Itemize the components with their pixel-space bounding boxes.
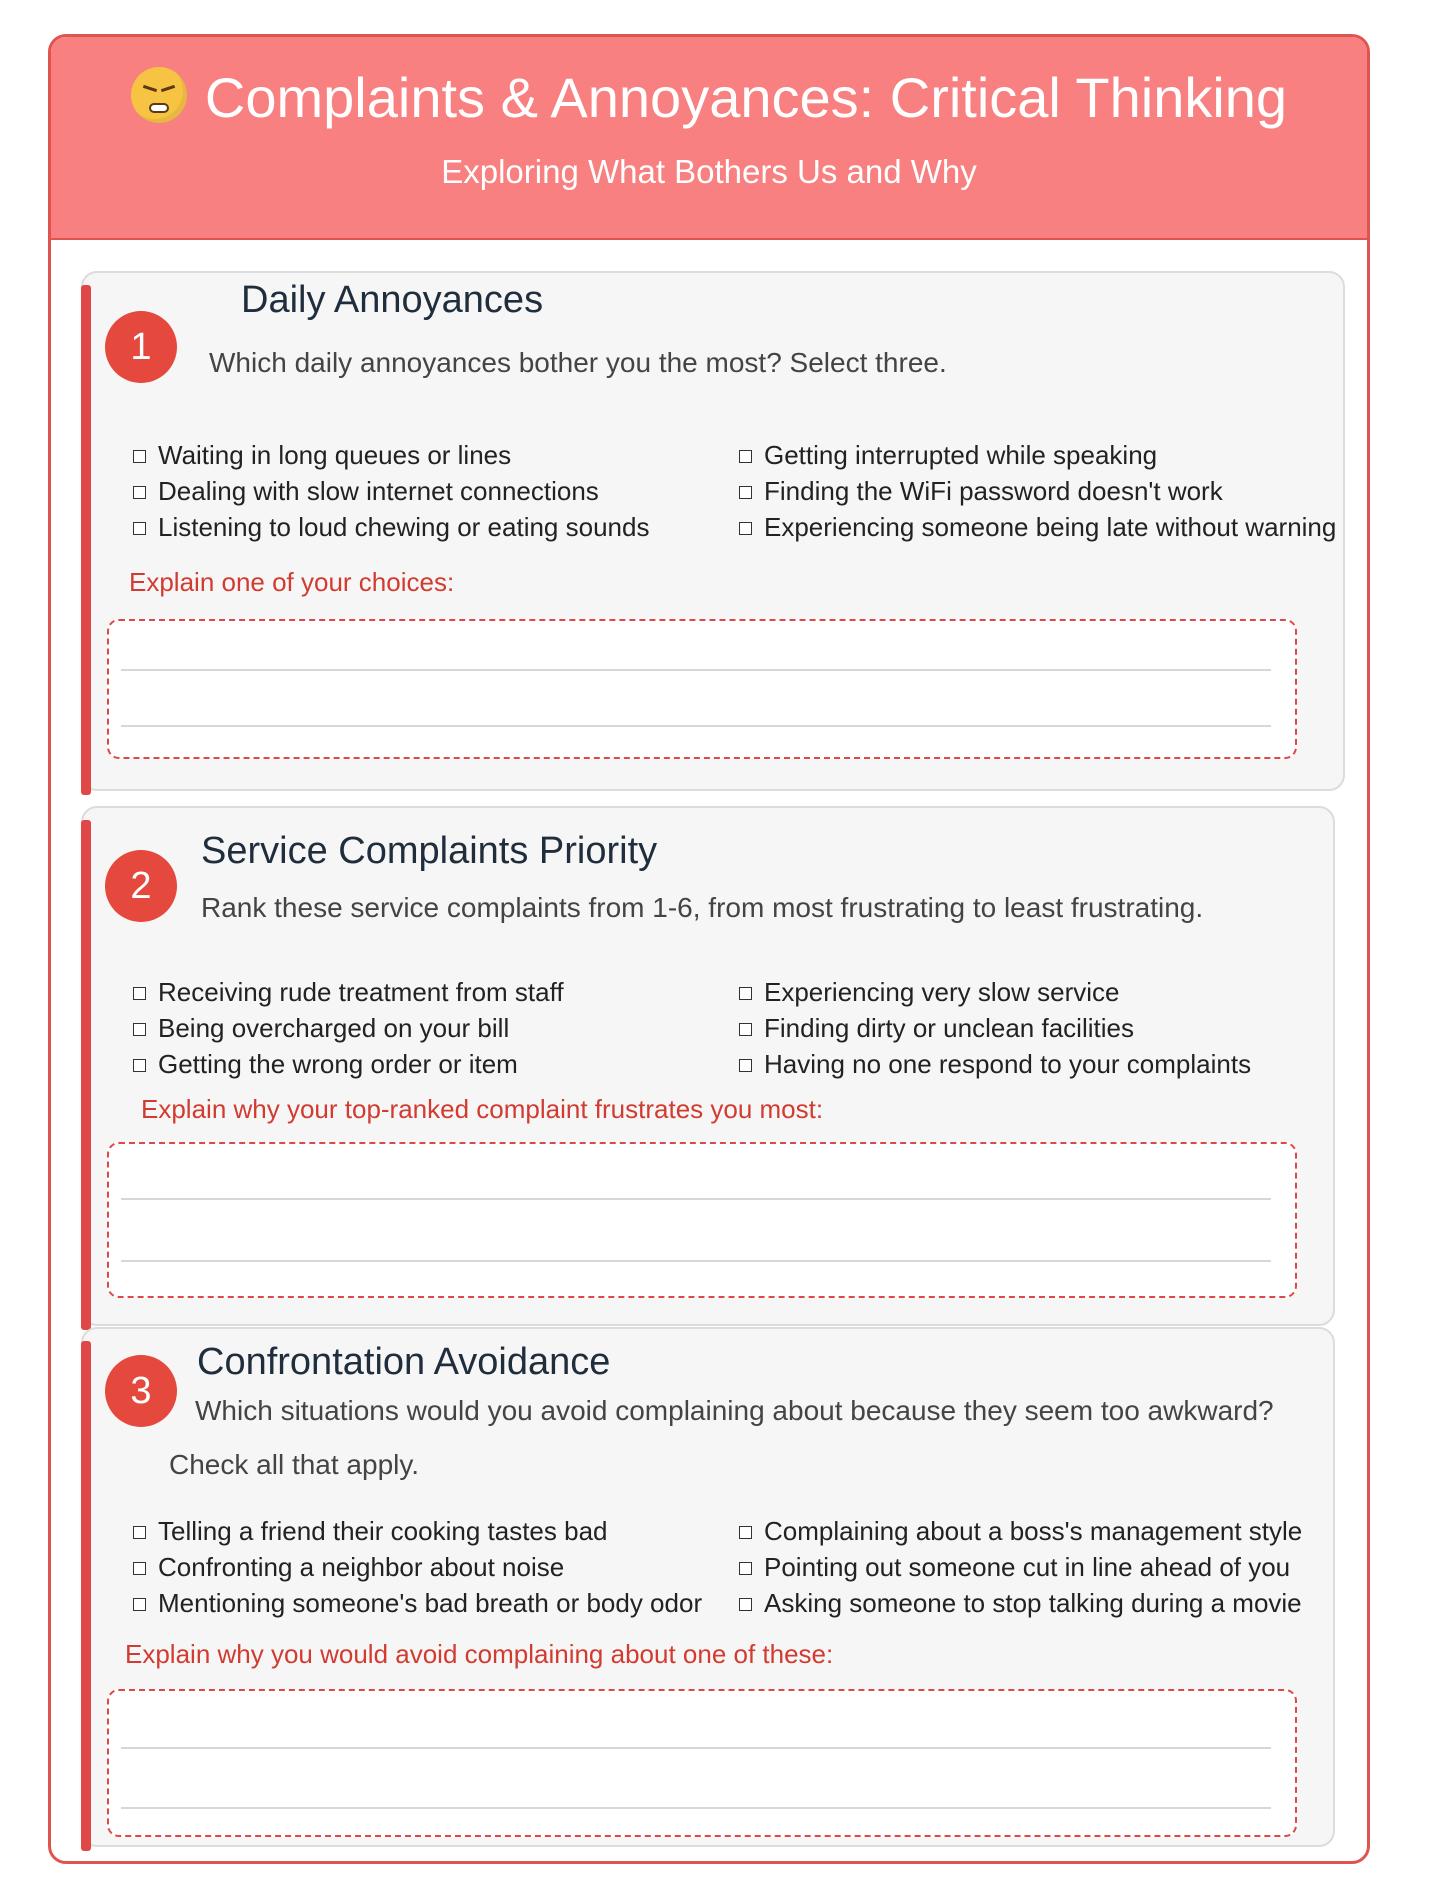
answer-box[interactable] <box>107 1142 1297 1298</box>
section-accent-bar <box>81 1341 91 1851</box>
checkbox[interactable] <box>739 1598 752 1611</box>
option-checkbox[interactable]: Listening to loud chewing or eating sounds <box>133 509 649 545</box>
checkbox[interactable] <box>133 450 146 463</box>
option-checkbox[interactable]: Confronting a neighbor about noise <box>133 1549 702 1585</box>
checkbox[interactable] <box>739 486 752 499</box>
explain-prompt: Explain one of your choices: <box>129 567 455 597</box>
checkbox[interactable] <box>133 1598 146 1611</box>
option-checkbox[interactable]: Finding the WiFi password doesn't work <box>739 473 1336 509</box>
explain-prompt: Explain why you would avoid complaining about one of these: <box>125 1639 834 1669</box>
option-checkbox[interactable]: Being overcharged on your bill <box>133 1010 564 1046</box>
answer-box[interactable] <box>107 619 1297 759</box>
options-right <box>739 1513 1302 1621</box>
checkbox[interactable] <box>739 1059 752 1072</box>
section-title: Confrontation Avoidance <box>197 1341 611 1383</box>
option-checkbox[interactable]: Waiting in long queues or lines <box>133 437 649 473</box>
option-checkbox[interactable]: Mentioning someone's bad breath or body odor <box>133 1585 702 1621</box>
option-checkbox[interactable]: Complaining about a boss's management style <box>739 1513 1302 1549</box>
checkbox[interactable] <box>739 987 752 1000</box>
checkbox[interactable] <box>133 1562 146 1575</box>
section-question-note: Check all that apply. <box>169 1449 420 1480</box>
checkbox[interactable] <box>133 1526 146 1539</box>
option-checkbox[interactable]: Dealing with slow internet connections <box>133 473 649 509</box>
explain-prompt: Explain why your top-ranked complaint frustrates you most: <box>141 1094 824 1124</box>
checkbox[interactable] <box>133 1059 146 1072</box>
section-confrontation-avoidance <box>81 1327 1335 1847</box>
option-checkbox[interactable]: Experiencing very slow service <box>739 974 1251 1010</box>
section-number-badge: 3 <box>105 1355 177 1427</box>
option-checkbox[interactable]: Getting the wrong order or item <box>133 1046 564 1082</box>
answer-line <box>121 1198 1271 1200</box>
option-checkbox[interactable]: Finding dirty or unclean facilities <box>739 1010 1251 1046</box>
checkbox[interactable] <box>739 450 752 463</box>
checkbox[interactable] <box>133 486 146 499</box>
answer-line <box>121 725 1271 727</box>
worksheet <box>48 34 1370 1864</box>
option-checkbox[interactable]: Having no one respond to your complaints <box>739 1046 1251 1082</box>
answer-line <box>121 1807 1271 1809</box>
checkbox[interactable] <box>739 1023 752 1036</box>
checkbox[interactable] <box>133 1023 146 1036</box>
checkbox[interactable] <box>133 522 146 535</box>
options-left <box>133 1513 702 1621</box>
section-question: Rank these service complaints from 1-6, from most frustrating to least frustrating. <box>201 892 1204 923</box>
section-number-badge: 1 <box>105 311 177 383</box>
section-service-complaints <box>81 806 1335 1326</box>
section-question: Which daily annoyances bother you the most? Select three. <box>209 347 947 378</box>
checkbox[interactable] <box>133 987 146 1000</box>
header <box>51 37 1367 240</box>
page-title: Complaints & Annoyances: Critical Thinking <box>51 65 1367 130</box>
section-number-badge: 2 <box>105 850 177 922</box>
options-right <box>739 974 1251 1082</box>
section-question: Which situations would you avoid complaining about because they seem too awkward? <box>195 1395 1274 1426</box>
checkbox[interactable] <box>739 522 752 535</box>
answer-line <box>121 1260 1271 1262</box>
options-right <box>739 437 1336 545</box>
section-accent-bar <box>81 285 91 795</box>
option-checkbox[interactable]: Pointing out someone cut in line ahead of you <box>739 1549 1302 1585</box>
section-title: Service Complaints Priority <box>201 830 658 872</box>
checkbox[interactable] <box>739 1526 752 1539</box>
options-left <box>133 974 564 1082</box>
option-checkbox[interactable]: Getting interrupted while speaking <box>739 437 1336 473</box>
option-checkbox[interactable]: Receiving rude treatment from staff <box>133 974 564 1010</box>
answer-line <box>121 1747 1271 1749</box>
checkbox[interactable] <box>739 1562 752 1575</box>
page-subtitle: Exploring What Bothers Us and Why <box>441 153 977 190</box>
answer-line <box>121 669 1271 671</box>
answer-box[interactable] <box>107 1689 1297 1837</box>
option-checkbox[interactable]: Experiencing someone being late without warning <box>739 509 1336 545</box>
section-title: Daily Annoyances <box>241 279 544 321</box>
section-daily-annoyances <box>81 271 1345 791</box>
option-checkbox[interactable]: Asking someone to stop talking during a movie <box>739 1585 1302 1621</box>
options-left <box>133 437 649 545</box>
option-checkbox[interactable]: Telling a friend their cooking tastes bad <box>133 1513 702 1549</box>
angry-face-icon <box>131 67 187 123</box>
section-accent-bar <box>81 820 91 1330</box>
